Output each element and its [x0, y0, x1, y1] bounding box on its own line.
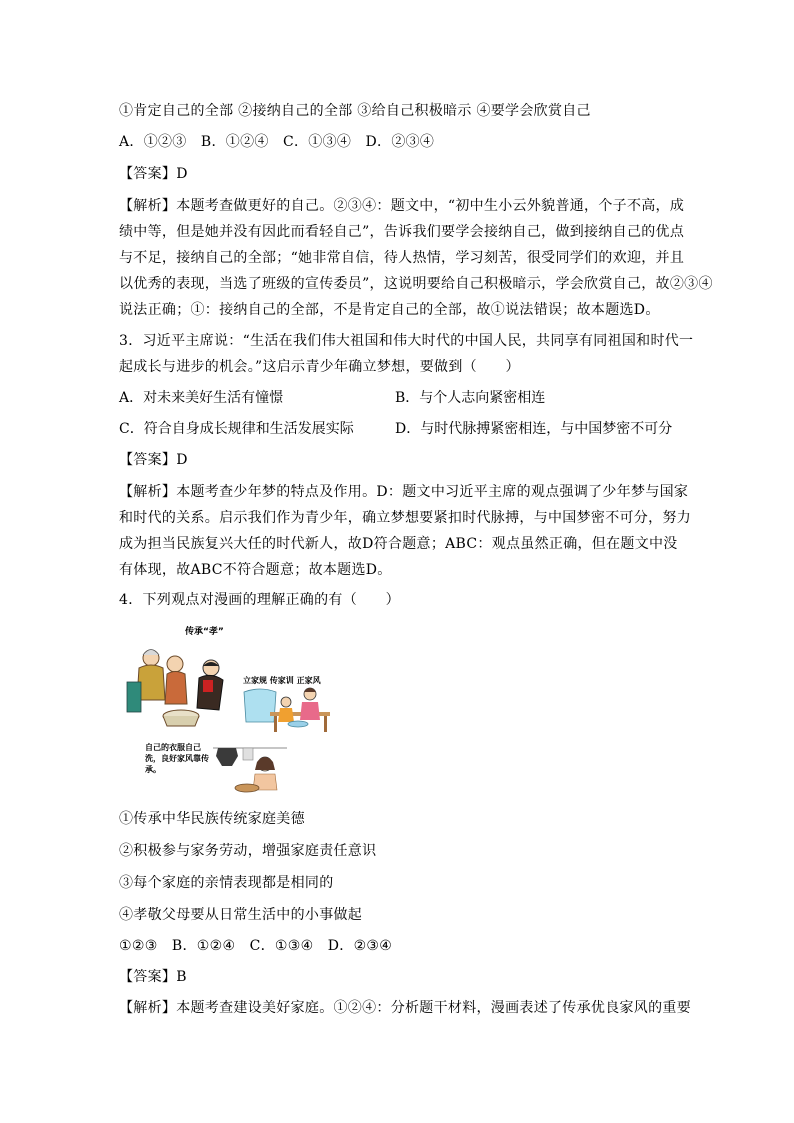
cartoon-panel-family-rules	[240, 672, 340, 737]
cartoon-panel-laundry	[143, 740, 288, 795]
q3-answer: 【答案】D	[119, 452, 188, 468]
cartoon-caption: 传承“孝”	[185, 627, 224, 637]
q4-statement: ④孝敬父母要从日常生活中的小事做起	[119, 907, 363, 923]
q2-answer: 【答案】D	[119, 166, 188, 182]
q4-statement: ①传承中华民族传统家庭美德	[119, 811, 305, 827]
cartoon-caption: 立家规 传家训 正家风	[243, 676, 321, 685]
q2-analysis-line: 以优秀的表现，当选了班级的宣传委员”，这说明要给自己积极暗示，学会欣赏自己，故②③④	[119, 276, 713, 292]
q4-options: ①②③ B．①②④ C．①③④ D．②③④	[119, 938, 393, 954]
q3-option-c: C．符合自身成长规律和生活发展实际	[119, 421, 354, 437]
q3-stem-line: 3．习近平主席说：“生活在我们伟大祖国和伟大时代的中国人民，共同享有同祖国和时代一	[119, 333, 694, 349]
q4-statement: ②积极参与家务劳动，增强家庭责任意识	[119, 843, 377, 859]
q4-stem: 4．下列观点对漫画的理解正确的有（ ）	[119, 592, 400, 608]
q4-answer: 【答案】B	[119, 969, 187, 985]
q3-analysis-line: 成为担当民族复兴大任的时代新人，故D符合题意；ABC：观点虽然正确，但在题文中没	[119, 536, 678, 552]
q2-analysis-line: 【解析】本题考查做更好的自己。②③④：题文中，“初中生小云外貌普通，个子不高，成	[119, 198, 685, 214]
q3-option-a: A．对未来美好生活有憧憬	[119, 390, 284, 406]
q3-stem-line: 起成长与进步的机会。”这启示青少年确立梦想，要做到（ ）	[119, 359, 520, 375]
cartoon-panel-filial	[119, 622, 234, 732]
q2-analysis-line: 与不足，接纳自己的全部；“她非常自信，待人热情，学习刻苦，很受同学们的欢迎，并且	[119, 250, 685, 266]
q4-analysis-line: 【解析】本题考查建设美好家庭。①②④：分析题干材料，漫画表述了传承优良家风的重要	[119, 1000, 691, 1016]
q2-analysis-line: 说法正确；①：接纳自己的全部，不是肯定自己的全部，故①说法错误；故本题选D。	[119, 302, 660, 318]
q3-option-b: B．与个人志向紧密相连	[395, 390, 546, 406]
q2-options: A．①②③ B．①②④ C．①③④ D．②③④	[119, 134, 435, 150]
q3-analysis-line: 有体现，故ABC不符合题意；故本题选D。	[119, 562, 392, 578]
q4-statement: ③每个家庭的亲情表现都是相同的	[119, 875, 334, 891]
q3-analysis-line: 和时代的关系。启示我们作为青少年，确立梦想要紧扣时代脉搏，与中国梦密不可分，努力	[119, 510, 691, 526]
q2-statements: ①肯定自己的全部 ②接纳自己的全部 ③给自己积极暗示 ④要学会欣赏自己	[119, 103, 591, 119]
cartoon-illustration	[119, 622, 234, 732]
q3-option-d: D．与时代脉搏紧密相连，与中国梦密不可分	[395, 421, 673, 437]
cartoon-caption: 自己的衣服自己洗，良好家风靠传承。	[145, 743, 209, 774]
q3-analysis-line: 【解析】本题考查少年梦的特点及作用。D：题文中习近平主席的观点强调了少年梦与国家	[119, 484, 689, 500]
q2-analysis-line: 绩中等，但是她并没有因此而看轻自己”，告诉我们要学会接纳自己，做到接纳自己的优点	[119, 224, 685, 240]
